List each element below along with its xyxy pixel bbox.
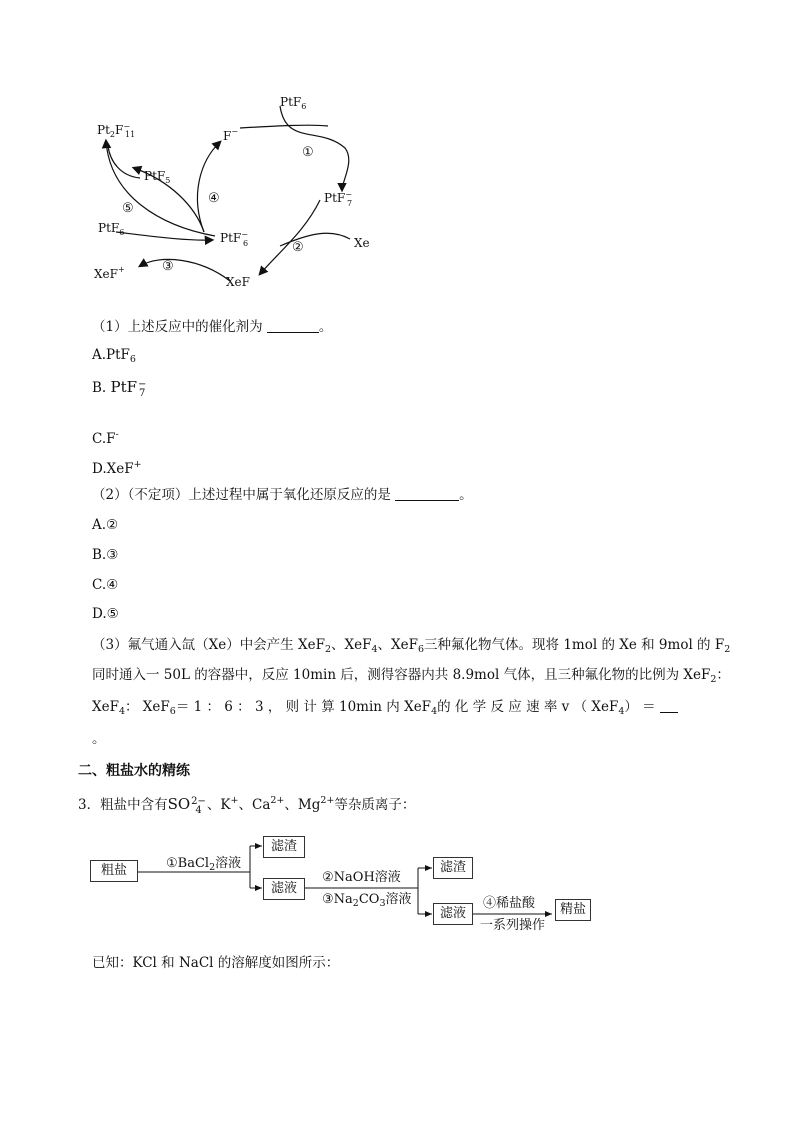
label-xef-plus: XeF+: [94, 265, 125, 281]
step-label-2: ②: [292, 240, 304, 255]
q3-line-2: 同时通入一 50L 的容器中，反应 10min 后，测得容器内共 8.9mol 气体，且三种氟化物的比例为 XeF$_2$：: [92, 667, 730, 685]
label-ptf6-center: PtF− 6: [220, 230, 249, 248]
known-statement: 已知：KCl 和 NaCl 的溶解度如图所示：: [92, 955, 340, 971]
step-label-3: ③: [162, 259, 174, 274]
flow-filtrate-1: 滤液: [263, 878, 305, 900]
catalytic-cycle-diagram: [80, 86, 400, 296]
arrow-step5: [106, 141, 215, 236]
label-f-minus: F−: [223, 127, 239, 143]
label-pt2f11: $Pt_2F^-$ 11: [97, 122, 136, 139]
arrow-f-branch: [240, 125, 328, 128]
q2-option-d[interactable]: D.⑤: [92, 606, 119, 622]
flow-filtrate-2: 滤液: [433, 903, 473, 925]
label-xe: Xe: [354, 236, 370, 250]
label-ptf7: PtF− 7: [324, 190, 353, 208]
flow-step-1-label: ①BaCl$_2$溶液: [166, 856, 242, 873]
q2-prompt: （2）（不定项）上述过程中属于氧化还原反应的是 。: [92, 487, 473, 503]
flow-step-2-label: ②NaOH溶液: [322, 870, 401, 885]
arrow-ptf6-to-ptf7: [280, 106, 349, 190]
q1-answer-blank[interactable]: [267, 318, 319, 333]
q3-answer-blank[interactable]: [660, 698, 678, 713]
label-xef: XeF: [226, 275, 250, 289]
q3-line-1: （3）氟气通入氙（Xe）中会产生 XeF$_2$、XeF$_4$、XeF$_6$三种氟化物气体。现将 1mol 的 Xe 和 9mol 的 $F_2$: [92, 637, 731, 655]
q1-option-d[interactable]: D.XeF+: [92, 459, 142, 477]
q1-option-a[interactable]: A.PtF$_6$: [92, 347, 136, 365]
flow-residue-1: 滤渣: [263, 836, 305, 858]
q2-option-b[interactable]: B.③: [92, 547, 119, 563]
q2-answer-blank[interactable]: [395, 486, 459, 501]
q-3-intro: 3．粗盐中含有SO 2− 4 、K+、$Ca^{2+}$、$Mg^{2+}$等杂质离子：: [78, 795, 416, 816]
flow-step-4-label: ④稀盐酸: [483, 896, 536, 911]
arrow-xe-feed: [280, 233, 350, 246]
q1-option-c[interactable]: C.F-: [92, 429, 119, 447]
step-label-1: ①: [302, 145, 314, 160]
q2-option-a[interactable]: A.②: [92, 517, 119, 533]
arrow-ptf6-left-feed: [116, 232, 212, 240]
q1-option-b[interactable]: B. PtF − 7: [92, 378, 147, 399]
label-ptf6-top: PtF$_6$: [280, 95, 307, 111]
flow-series-operations-label: 一系列操作: [480, 918, 546, 933]
arrow-step4: [197, 142, 220, 232]
q3-line-4: 。: [92, 731, 106, 747]
q3-line-3: XeF$_4$： XeF$_6$＝ 1 ： 6 ： 3 ， 则 计 算 10min 内 XeF$_4$的 化 学 反 应 速 率 v （ XeF$_4$） ＝: [92, 698, 678, 721]
flow-residue-2: 滤渣: [433, 857, 473, 879]
arrow-ptf5-to-pt2f11: [108, 146, 140, 178]
label-ptf5: PtF$_5$: [144, 169, 171, 185]
section-2-title: 二、粗盐水的精练: [78, 763, 190, 779]
arrow-step2: [260, 200, 320, 274]
flow-step-3-label: $③Na_2CO_3$溶液: [322, 892, 412, 909]
step-label-4: ④: [208, 191, 220, 206]
q2-option-c[interactable]: C.④: [92, 577, 119, 593]
q1-prompt: （1）上述反应中的催化剂为 。: [92, 319, 333, 335]
flow-crude-salt: 粗盐: [90, 860, 138, 882]
flow-refined-salt: 精盐: [555, 899, 591, 921]
arrow-step3: [140, 259, 230, 281]
step-label-5: ⑤: [122, 201, 134, 216]
label-ptf6-left: PtF$_6$: [98, 221, 125, 237]
